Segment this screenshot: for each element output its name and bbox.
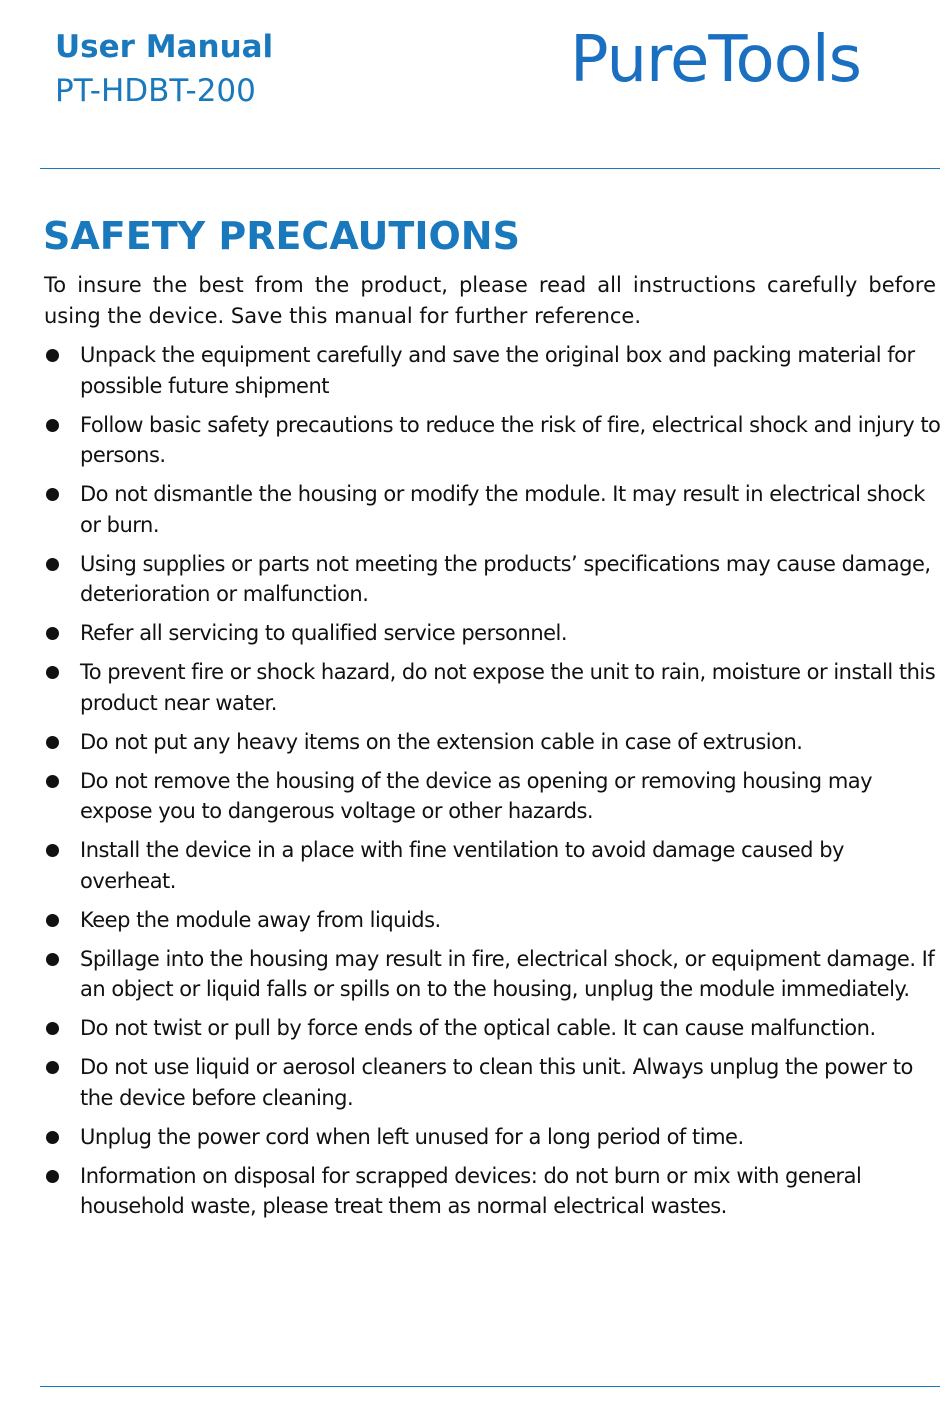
list-item-text: Do not put any heavy items on the extension cable in case of extrusion. bbox=[80, 729, 803, 754]
list-item bbox=[44, 1052, 944, 1113]
list-item-text: Do not remove the housing of the device as opening or removing housing may expose you to dangerous voltage or other hazards. bbox=[80, 768, 873, 823]
brand-logo: PureTools bbox=[570, 23, 861, 97]
list-item-text: Do not use liquid or aerosol cleaners to clean this unit. Always unplug the power to the device before cleaning. bbox=[80, 1055, 913, 1110]
bullet-icon bbox=[46, 419, 59, 432]
list-item-text: Using supplies or parts not meeting the products’ specifications may cause damage, deterioration or malfunction. bbox=[80, 551, 931, 606]
list-item bbox=[44, 835, 944, 896]
footer-divider bbox=[40, 1386, 940, 1387]
list-item bbox=[44, 618, 944, 649]
list-item bbox=[44, 479, 944, 540]
list-item bbox=[44, 1013, 944, 1044]
list-item-text: To prevent fire or shock hazard, do not expose the unit to rain, moisture or install this product near water. bbox=[80, 660, 936, 715]
safety-precautions-list bbox=[44, 340, 944, 1230]
model-number: PT-HDBT-200 bbox=[55, 73, 256, 109]
bullet-icon bbox=[46, 558, 59, 571]
bullet-icon bbox=[46, 1170, 59, 1183]
list-item-text: Unpack the equipment carefully and save the original box and packing material for possible future shipment bbox=[80, 343, 915, 398]
list-item bbox=[44, 1161, 944, 1222]
header-divider bbox=[40, 168, 940, 169]
list-item-text: Spillage into the housing may result in fire, electrical shock, or equipment damage. If an object or liquid falls or spills on to the housing, unplug the module immediately. bbox=[80, 946, 935, 1001]
list-item-text: Refer all servicing to qualified service personnel. bbox=[80, 621, 568, 645]
bullet-icon bbox=[46, 844, 59, 857]
list-item bbox=[44, 1122, 944, 1153]
intro-paragraph: To insure the best from the product, please read all instructions carefully before using the device. Save this manual for further reference. bbox=[44, 273, 936, 328]
list-item bbox=[44, 657, 944, 718]
list-item bbox=[44, 766, 944, 827]
bullet-icon bbox=[46, 1061, 59, 1074]
list-item-text: Unplug the power cord when left unused for a long period of time. bbox=[80, 1124, 744, 1149]
list-item-text: Do not twist or pull by force ends of the optical cable. It can cause malfunction. bbox=[80, 1016, 876, 1040]
list-item-text: Follow basic safety precautions to reduce the risk of fire, electrical shock and injury to persons. bbox=[80, 412, 941, 467]
list-item bbox=[44, 549, 944, 610]
list-item-text: Keep the module away from liquids. bbox=[80, 907, 441, 932]
bullet-icon bbox=[46, 666, 59, 679]
list-item-text: Information on disposal for scrapped devices: do not burn or mix with general household waste, please treat them as normal electrical wastes. bbox=[80, 1163, 862, 1218]
bullet-icon bbox=[46, 953, 59, 966]
bullet-icon bbox=[46, 627, 59, 640]
list-item bbox=[44, 905, 944, 936]
bullet-icon bbox=[46, 775, 59, 788]
list-item-text: Do not dismantle the housing or modify the module. It may result in electrical shock or burn. bbox=[80, 482, 925, 537]
bullet-icon bbox=[46, 488, 59, 501]
list-item bbox=[44, 944, 944, 1005]
list-item bbox=[44, 410, 944, 471]
bullet-icon bbox=[46, 349, 59, 362]
bullet-icon bbox=[46, 1131, 59, 1144]
list-item-text: Install the device in a place with fine ventilation to avoid damage caused by overheat. bbox=[80, 838, 844, 893]
section-heading: SAFETY PRECAUTIONS bbox=[43, 214, 520, 258]
bullet-icon bbox=[46, 914, 59, 927]
list-item bbox=[44, 340, 944, 401]
bullet-icon bbox=[46, 736, 59, 749]
document-title: User Manual bbox=[55, 29, 274, 65]
list-item bbox=[44, 727, 944, 758]
bullet-icon bbox=[46, 1022, 59, 1035]
